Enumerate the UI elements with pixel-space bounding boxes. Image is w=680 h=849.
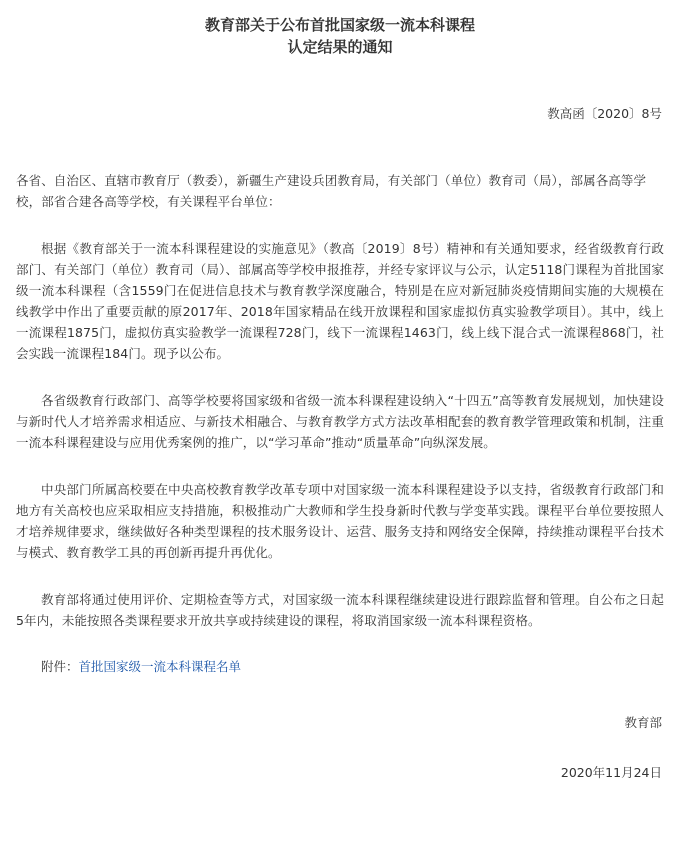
- body-paragraph-4: 教育部将通过使用评价、定期检查等方式，对国家级一流本科课程继续建设进行跟踪监督和管理。自公布之日起5年内，未能按照各类课程要求开放共享或持续建设的课程，将取消国家级一流本科课程资格。: [16, 592, 664, 628]
- attachment: [16, 657, 664, 677]
- title-line-1: 教育部关于公布首批国家级一流本科课程: [204, 16, 475, 34]
- issue-date: 2020年11月24日: [560, 765, 662, 780]
- body-paragraph-1: 根据《教育部关于一流本科课程建设的实施意见》（教高〔2019〕8号）精神和有关通知要求，经省级教育行政部门、有关部门（单位）教育司（局）、部属高等学校申报推荐，并经专家评议与公示，认定5118门课程为首批国家级一流本科课程（含1559门在促进信息技术与教育教学深度融合，特别是在应对新冠肺炎疫情期间实施的大规模在线教学中作出了重要贡献的原2017年、2018年国家精品在线开放课程和国家虚拟仿真实验教学项目）。其中，线上一流课程1875门，虚拟仿真实验教学一流课程728门，线下一流课程1463门，线上线下混合式一流课程868门，社会实践一流课程184门。现予以公布。: [16, 241, 664, 361]
- body-paragraph-3: 中央部门所属高校要在中央高校教育教学改革专项中对国家级一流本科课程建设予以支持，省级教育行政部门和地方有关高校也应采取相应支持措施，积极推动广大教师和学生投身新时代教与学变革实践。课程平台单位要按照人才培养规律要求，继续做好各种类型课程的技术服务设计、运营、服务支持和网络安全保障，持续推动课程平台技术与模式、教育教学工具的再创新再提升再优化。: [16, 482, 664, 560]
- salutation: 各省、自治区、直辖市教育厅（教委），新疆生产建设兵团教育局，有关部门（单位）教育司（局），部属各高等学校，部省合建各高等学校，有关课程平台单位：: [16, 173, 647, 209]
- attachment-link[interactable]: 首批国家级一流本科课程名单: [78, 659, 242, 674]
- title-line-2: 认定结果的通知: [287, 38, 393, 56]
- signer: 教育部: [624, 715, 662, 730]
- document-number: 教高函〔2020〕8号: [547, 106, 662, 121]
- body-paragraph-2: 各省级教育行政部门、高等学校要将国家级和省级一流本科课程建设纳入“十四五”高等教育发展规划，加快建设与新时代人才培养需求相适应、与新技术相融合、与教育教学方式方法改革相配套的教育教学管理政策和机制，注重一流本科课程建设与应用优秀案例的推广，以“学习革命”推动“质量革命”向纵深发展。: [16, 393, 664, 450]
- attachment-label: 附件：: [41, 659, 79, 674]
- page-title: [16, 14, 664, 58]
